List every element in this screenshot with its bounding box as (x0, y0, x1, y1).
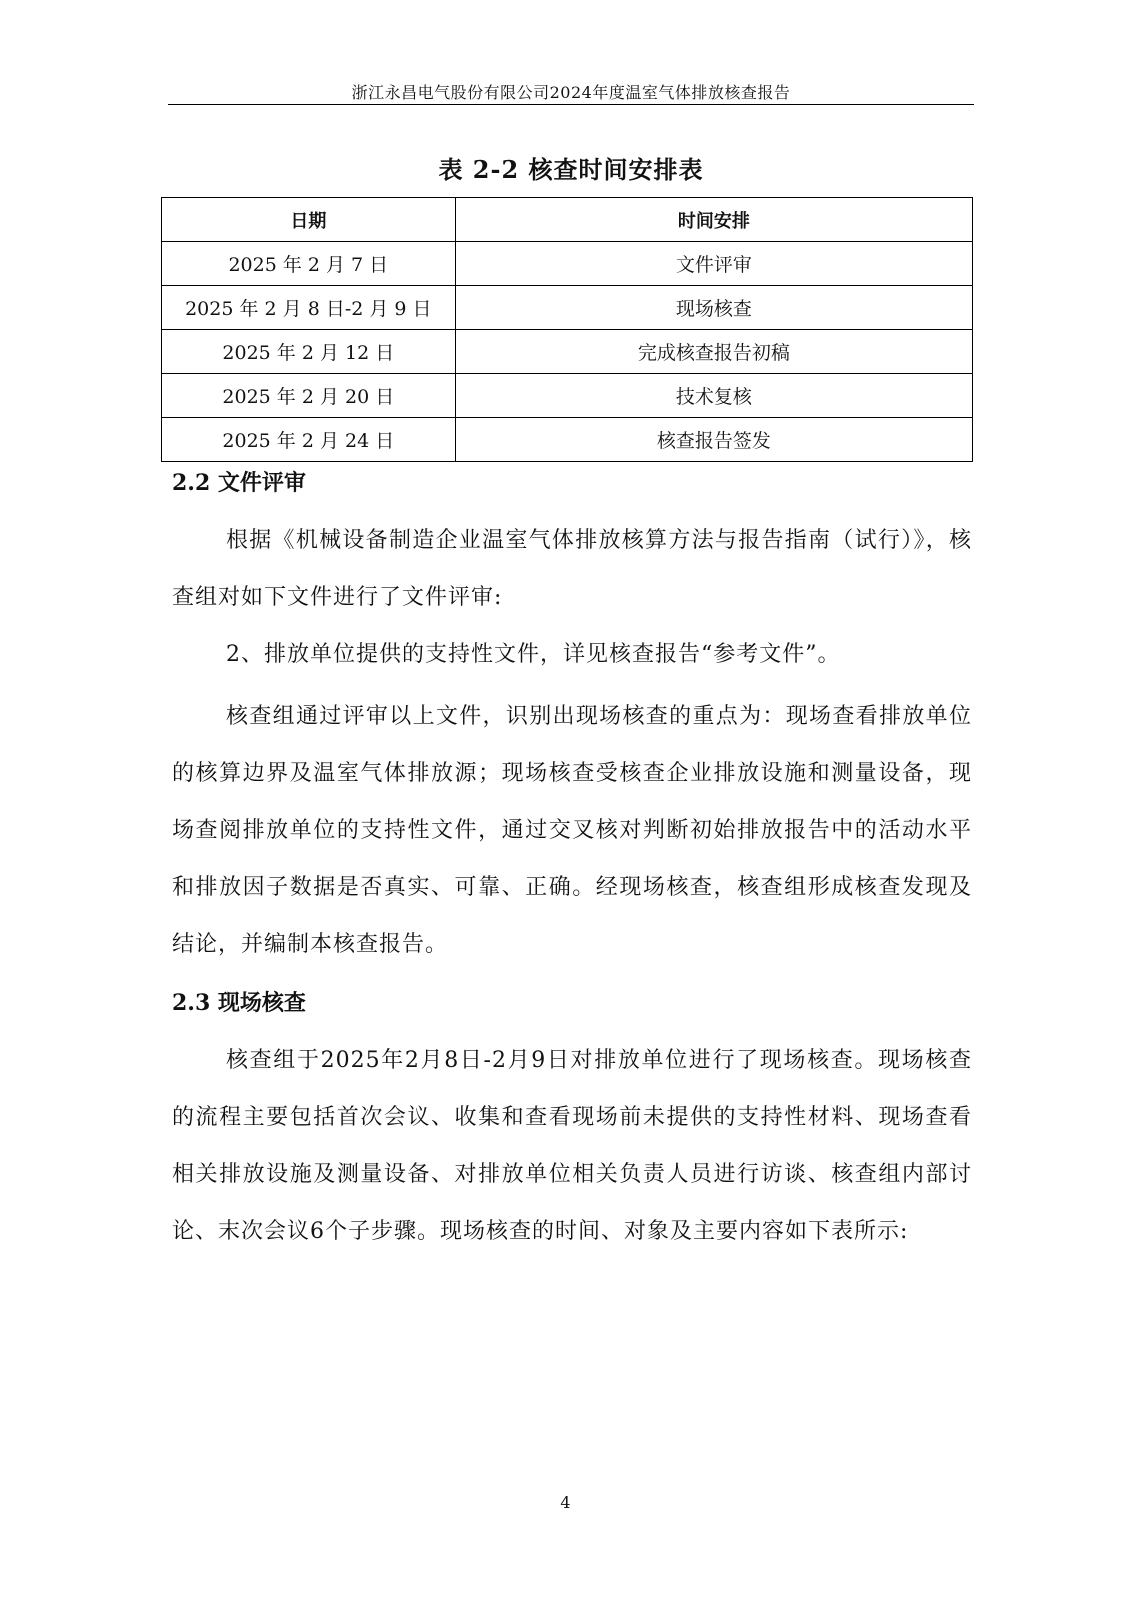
section-heading-site-verification: 2.3 现场核查 (172, 990, 306, 1016)
arrangement-cell: 技术复核 (455, 374, 972, 418)
running-header: 浙江永昌电气股份有限公司2024年度温室气体排放核查报告 (351, 83, 791, 102)
paragraph-supporting-documents: 2、排放单位提供的支持性文件，详见核查报告“参考文件”。 (226, 642, 841, 667)
table-row (162, 330, 973, 374)
table-header-row (162, 198, 973, 242)
table-row (162, 418, 973, 462)
table-row (162, 374, 973, 418)
arrangement-cell: 核查报告签发 (455, 418, 972, 462)
arrangement-cell: 现场核查 (455, 286, 972, 330)
table-title: 表 2-2 核查时间安排表 (438, 155, 704, 184)
schedule-table (161, 197, 973, 462)
paragraph-site-verification: 核查组于2025年2月8日-2月9日对排放单位进行了现场核查。现场核查的流程主要包括首次会议、收集和查看现场前未提供的支持性材料、现场查看相关排放设施及测量设备、对排放单位相关负责人员进行访谈、核查组内部讨论、末次会议6个子步骤。现场核查的时间、对象及主要内容如下表所示: (172, 1048, 972, 1244)
table-row (162, 286, 973, 330)
table-row (162, 242, 973, 286)
page-number: 4 (560, 1493, 571, 1512)
paragraph-document-review-intro: 根据《机械设备制造企业温室气体排放核算方法与报告指南（试行）》，核查组对如下文件进行了文件评审: (172, 528, 972, 610)
paragraph-review-focus: 核查组通过评审以上文件，识别出现场核查的重点为：现场查看排放单位的核算边界及温室气体排放源；现场核查受核查企业排放设施和测量设备，现场查阅排放单位的支持性文件，通过交叉核对判断初始排放报告中的活动水平和排放因子数据是否真实、可靠、正确。经现场核查，核查组形成核查发现及结论，并编制本核查报告。 (172, 704, 972, 957)
column-header-arrangement: 时间安排 (455, 198, 972, 242)
date-cell: 2025 年 2 月 8 日-2 月 9 日 (162, 286, 456, 330)
arrangement-cell: 文件评审 (455, 242, 972, 286)
date-cell: 2025 年 2 月 12 日 (162, 330, 456, 374)
date-cell: 2025 年 2 月 20 日 (162, 374, 456, 418)
section-heading-document-review: 2.2 文件评审 (172, 470, 306, 496)
date-cell: 2025 年 2 月 24 日 (162, 418, 456, 462)
column-header-date: 日期 (162, 198, 456, 242)
header-divider (168, 104, 974, 105)
date-cell: 2025 年 2 月 7 日 (162, 242, 456, 286)
arrangement-cell: 完成核查报告初稿 (455, 330, 972, 374)
